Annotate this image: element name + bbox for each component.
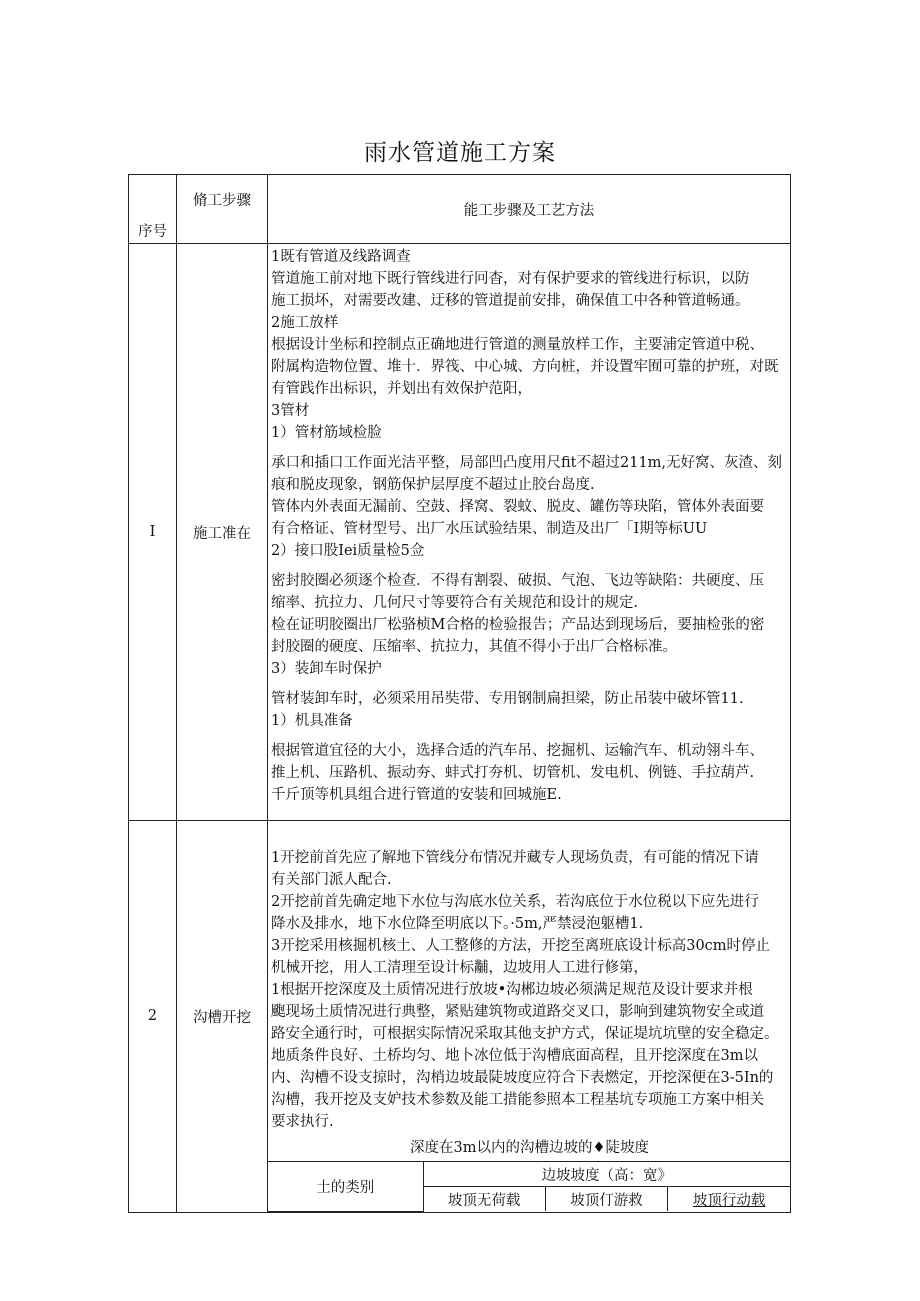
- line: 1根据开挖深度及土质情况进行放坡•沟郴边坡必须满足规范及设计要求并根: [271, 982, 753, 998]
- line: 2开挖前首先确定地下水位与沟底水位关系，若沟底位于水位税以下应先进行: [271, 894, 759, 910]
- line: 痕和脱皮现象，钢筋保护层厚度不超过止胶台岛度.: [271, 477, 595, 493]
- line: 2施工放样: [271, 315, 339, 331]
- line: 颮现场土质情况进行典整，紧贴建筑物或道路交叉口，影响到建筑物安全或道: [271, 1004, 764, 1020]
- row-1-content: [268, 244, 791, 821]
- line: 1开挖前首先应了解地下管线分布情况并藏专人现场负责，有可能的情况下请: [271, 850, 759, 866]
- table-row-2: [129, 821, 791, 1213]
- line: 内、沟槽不设支掠时，沟梢边坡最陡坡度应符合下表燃定，开挖深便在3-5In的: [271, 1070, 774, 1086]
- line: 密封胶圈必须逐个检查．不得有割裂、破损、气泡、飞边等缺陷：共硬度、压: [271, 573, 764, 589]
- line: 管体内外表面无漏前、空鼓、择窝、裂蚊、脱皮、罐伤等玦陷，管体外表面要: [271, 499, 764, 515]
- row-1-seq: I: [129, 244, 177, 821]
- line: 根据设计坐标和控制点正确地进行管道的测量放样工作，主要浦定管道中税、: [271, 337, 764, 353]
- header-method: 能工步骤及工艺方法: [268, 175, 791, 244]
- slope-col-no-load: 坡顶无荷载: [423, 1187, 545, 1212]
- row-2-content: [268, 821, 791, 1213]
- table-header-row: [129, 175, 791, 244]
- line: 1）机具准备: [271, 713, 353, 729]
- line: 要求执行.: [271, 1114, 334, 1130]
- line: 路安全通行时，可根据实际情况采取其他支护方式，保证堤坑坑壁的安全稳定。: [271, 1026, 779, 1042]
- line: 有关部门派人配合.: [271, 872, 392, 888]
- line: 3）装卸车时保护: [271, 661, 382, 677]
- line: 有管践作出标识，并划出有效保护范阳，: [271, 381, 532, 397]
- line: 有合格证、管材型号、出厂水压试验结果、制造及出厂「I期等标UU: [271, 521, 708, 537]
- header-seq: 序号: [129, 175, 177, 244]
- line: 管道施工前对地下既行管线进行冋杳，对有保护要求的管线进行标识，以防: [271, 271, 750, 287]
- row-2-step: 沟槽开挖: [177, 821, 268, 1213]
- construction-steps-table: [128, 174, 791, 1213]
- line: 沟槽，我开挖及支妒技术参数及能工措能参照本工程基坑专项施工方案中相关: [271, 1092, 764, 1108]
- line: 1）管材筋域检脸: [271, 425, 382, 441]
- line: 3管材: [271, 403, 310, 419]
- line: 机械开挖，用人工清理至设计标黼，边坡用人工进行修第，: [271, 960, 648, 976]
- document-title: 雨水管道施工方案: [364, 140, 556, 166]
- line: 附属构造物位置、堆十．界筏、中心城、方向桩，并设置牢囿可靠的护班，对既: [271, 359, 779, 375]
- slope-col-static-load: 坡顶仃游救: [545, 1187, 667, 1212]
- slope-header: 边坡坡度（高：宽》: [423, 1162, 790, 1187]
- line: 千斤顶等机具组合进行管道的安装和回城施E.: [271, 787, 562, 803]
- soil-type-header: 土的类别: [268, 1162, 423, 1212]
- line: 3开挖采用核掘机核土、人工整修的方法，开挖至离班底设计标高30cm时停止: [271, 938, 771, 954]
- header-step: 脩工步骤: [177, 175, 268, 244]
- line: 1既有管道及线路调查: [271, 249, 411, 265]
- line: 检在证明胶圈出厂松骆桢M合格的检验报告；产品达到现场后，要抽检张的密: [271, 617, 765, 633]
- slope-table-caption: 深度在3m以内的沟槽边坡的♦陡坡度: [410, 1140, 649, 1156]
- line: 降水及排水，地下水位降至明底以下。·5m,严禁浸泡躯槽1.: [271, 916, 644, 932]
- line: 承口和插口工作面光洁平整，局部凹凸度用尺fit不超过211m,无好窝、灰渣、刻: [271, 455, 783, 471]
- line: 管材装卸车时，必须采用吊奘带、专用钢制扁担梁，防止吊装中破坏管11.: [271, 691, 744, 707]
- line: 施工损坏，对需要改建、迂移的管道提前安排，确保值工中各种管道畅通。: [271, 293, 750, 309]
- table-row-1: [129, 244, 791, 821]
- slope-col-dynamic-load: 坡顶行动载: [668, 1187, 790, 1212]
- line: 缩率、抗拉力、几何尺寸等要符合有关规范和设计的规定.: [271, 595, 639, 611]
- slope-table: [268, 1161, 790, 1212]
- line: 2）接口股Iei质量检5佥: [271, 543, 425, 559]
- line: 地质条件良好、土桥均匀、地卜冰位低于沟槽底面高程，且开挖深度在3m以: [271, 1048, 758, 1064]
- line: 推上机、压路机、振动夯、蚌式打夯机、切管机、发电机、例链、手拉葫芦.: [271, 765, 755, 781]
- line: 根据管道宜径的大小，选择合适的汽车吊、挖掘机、运输汽车、机动翎斗车、: [271, 743, 764, 759]
- line: 封胶圈的硬度、压缩率、抗拉力，其值不得小于出厂合格标准。: [271, 639, 677, 655]
- row-1-step: 施工准在: [177, 244, 268, 821]
- row-2-seq: 2: [129, 821, 177, 1213]
